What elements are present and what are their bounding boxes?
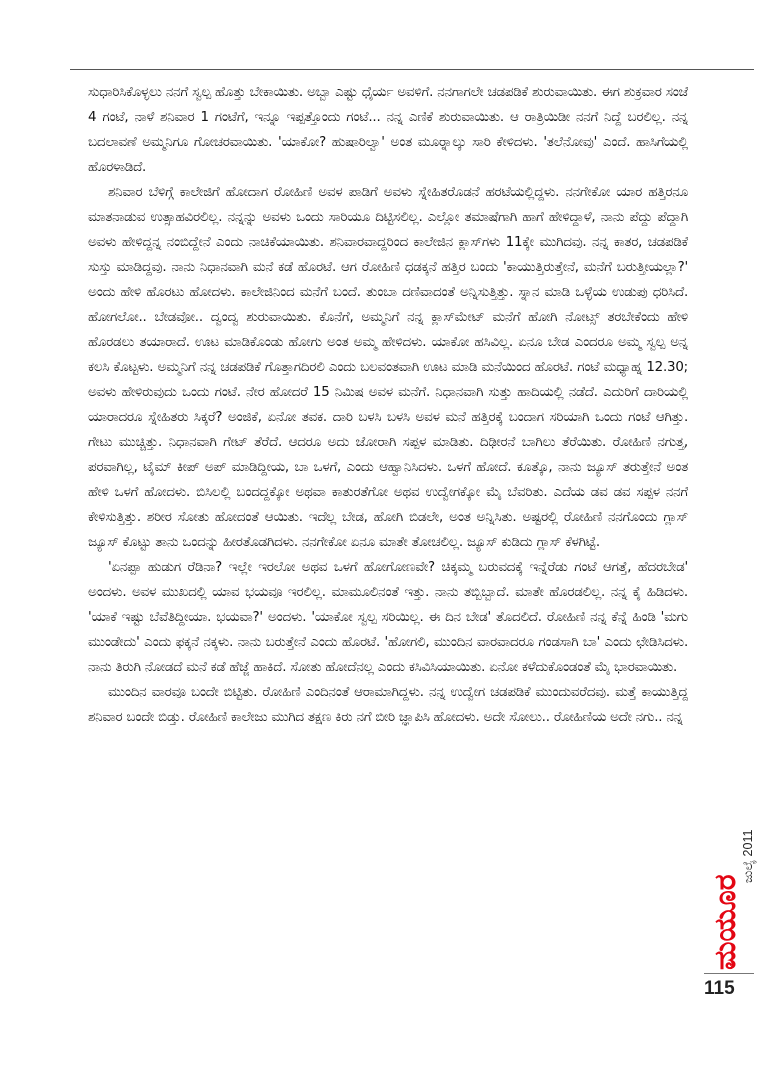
- article-body: [88, 80, 688, 985]
- paragraph-1: ಸುಧಾರಿಸಿಕೊಳ್ಳಲು ನನಗೆ ಸ್ವಲ್ಪ ಹೊತ್ತು ಬೇಕಾಯಿತು. ಅಬ್ಬಾ ಎಷ್ಟು ಧೈರ್ಯ ಅವಳಿಗೆ. ನನಗಾಗಲೇ ಚಡಪಡಿಕೆ ಶುರುವಾಯಿತು. ಈಗ ಶುಕ್ರವಾರ ಸಂಜೆ 4 ಗಂಟೆ, ನಾಳೆ ಶನಿವಾರ 1 ಗಂಟೆಗೆ, ಇನ್ನೂ ಇಪ್ಪತ್ತೊಂದು ಗಂಟೆ... ನನ್ನ ಎಣಿಕೆ ಶುರುವಾಯಿತು. ಆ ರಾತ್ರಿಯಿಡೀ ನನಗೆ ನಿದ್ದೆ ಬರಲಿಲ್ಲ. ನನ್ನ ಬದಲಾವಣೆ ಅಮ್ಮನಿಗೂ ಗೋಚರವಾಯಿತು. 'ಯಾಕೋ? ಹುಷಾರಿಲ್ವಾ' ಅಂತ ಮೂರ‍್ನಾಲ್ಕು ಸಾರಿ ಕೇಳಿದಳು. 'ತಲೆನೋವು' ಎಂದೆ. ಹಾಸಿಗೆಯಲ್ಲಿ ಹೊರಳಾಡಿದೆ.: [88, 85, 688, 175]
- issue-date: ಜುಲೈ 2011: [741, 830, 755, 884]
- paragraph-2: ಶನಿವಾರ ಬೆಳಿಗ್ಗೆ ಕಾಲೇಜಿಗೆ ಹೋದಾಗ ರೋಹಿಣಿ ಅವಳ ಪಾಡಿಗೆ ಅವಳು ಸ್ನೇಹಿತರೊಡನೆ ಹರಟೆಯಲ್ಲಿದ್ದಳು. ನನಗೇಕೋ ಯಾರ ಹತ್ತಿರನೂ ಮಾತನಾಡುವ ಉತ್ಸಾಹವಿರಲಿಲ್ಲ. ನನ್ನನ್ನು ಅವಳು ಒಂದು ಸಾರಿಯೂ ದಿಟ್ಟಿಸಲಿಲ್ಲ. ಎಲ್ಲೋ ತಮಾಷೆಗಾಗಿ ಹಾಗೆ ಹೇಳಿದ್ದಾಳೆ, ನಾನು ಪೆದ್ದು ಪೆದ್ದಾಗಿ ಅವಳು ಹೇಳಿದ್ದನ್ನ ನಂಬಿದ್ದೇನೆ ಎಂದು ನಾಚಿಕೆಯಾಯಿತು. ಶನಿವಾರವಾದ್ದರಿಂದ ಕಾಲೇಜಿನ ಕ್ಲಾಸ್‌ಗಳು 11ಕ್ಕೇ ಮುಗಿದವು. ನನ್ನ ಕಾತರ, ಚಡಪಡಿಕೆ ಸುಸ್ತು ಮಾಡಿದ್ದವು. ನಾನು ನಿಧಾನವಾಗಿ ಮನೆ ಕಡೆ ಹೊರಟೆ. ಆಗ ರೋಹಿಣಿ ಧಡಕ್ಕನೆ ಹತ್ತಿರ ಬಂದು 'ಕಾಯುತ್ತಿರುತ್ತೇನೆ, ಮನೆಗೆ ಬರುತ್ತೀಯಲ್ಲಾ?' ಅಂದು ಹೇಳಿ ಹೊರಟು ಹೋದಳು. ಕಾಲೇಜಿನಿಂದ ಮನೆಗೆ ಬಂದೆ. ತುಂಬಾ ದಣಿವಾದಂತೆ ಅನ್ನಿಸುತ್ತಿತ್ತು. ಸ್ನಾನ ಮಾಡಿ ಒಳ್ಳೆಯ ಉಡುಪು ಧರಿಸಿದೆ. ಹೋಗಲೋ.. ಬೇಡವೋ.. ದ್ವಂದ್ವ ಶುರುವಾಯಿತು. ಕೊನೆಗೆ, ಅಮ್ಮನಿಗೆ ನನ್ನ ಕ್ಲಾಸ್‌ಮೇಟ್ ಮನೆಗೆ ಹೋಗಿ ನೋಟ್ಸ್ ತರಬೇಕೆಂದು ಹೇಳಿ ಹೊರಡಲು ತಯಾರಾದೆ. ಊಟ ಮಾಡಿಕೊಂಡು ಹೋಗು ಅಂತ ಅಮ್ಮ ಹೇಳಿದಳು. ಯಾಕೋ ಹಸಿವಿಲ್ಲ. ಏನೂ ಬೇಡ ಎಂದರೂ ಅಮ್ಮ ಸ್ವಲ್ಪ ಅನ್ನ ಕಲಸಿ ಕೊಟ್ಟಳು. ಅಮ್ಮನಿಗೆ ನನ್ನ ಚಡಪಡಿಕೆ ಗೊತ್ತಾಗದಿರಲಿ ಎಂದು ಬಲವಂತವಾಗಿ ಊಟ ಮಾಡಿ ಮನೆಯಿಂದ ಹೊರಟೆ. ಗಂಟೆ ಮಧ್ಯಾಹ್ನ 12.30; ಅವಳು ಹೇಳಿರುವುದು ಒಂದು ಗಂಟೆ. ನೇರ ಹೋದರೆ 15 ನಿಮಿಷ ಅವಳ ಮನೆಗೆ. ನಿಧಾನವಾಗಿ ಸುತ್ತು ಹಾದಿಯಲ್ಲಿ ನಡೆದೆ. ಎದುರಿಗೆ ದಾರಿಯಲ್ಲಿ ಯಾರಾದರೂ ಸ್ನೇಹಿತರು ಸಿಕ್ಕರೆ? ಅಂಜಿಕೆ, ಏನೋ ತವಕ. ದಾರಿ ಬಳಸಿ ಬಳಸಿ ಅವಳ ಮನೆ ಹತ್ತಿರಕ್ಕೆ ಬಂದಾಗ ಸರಿಯಾಗಿ ಒಂದು ಗಂಟೆ ಆಗಿತ್ತು. ಗೇಟು ಮುಚ್ಚಿತ್ತು. ನಿಧಾನವಾಗಿ ಗೇಟ್ ತೆರೆದೆ. ಆದರೂ ಅದು ಜೋರಾಗಿ ಸಪ್ಪಳ ಮಾಡಿತು. ದಿಢೀರನೆ ಬಾಗಿಲು ತೆರೆಯಿತು. ರೋಹಿಣಿ ನಗುತ್ತ, ಪರವಾಗಿಲ್ಲ, ಟೈಮ್ ಕೀಪ್ ಅಪ್ ಮಾಡಿದ್ದೀಯ, ಬಾ ಒಳಗೆ, ಎಂದು ಆಹ್ವಾನಿಸಿದಳು. ಒಳಗೆ ಹೋದೆ. ಕೂತ್ಕೊ, ನಾನು ಜ್ಯೂಸ್ ತರುತ್ತೇನೆ ಅಂತ ಹೇಳಿ ಒಳಗೆ ಹೋದಳು. ಬಿಸಿಲಲ್ಲಿ ಬಂದದ್ದಕ್ಕೋ ಅಥವಾ ಕಾತುರತೆಗೋ ಅಥವ ಉದ್ವೇಗಕ್ಕೋ ಮೈ ಬೆವರಿತು. ಎದೆಯ ಡವ ಡವ ಸಪ್ಪಳ ನನಗೆ ಕೇಳಿಸುತ್ತಿತ್ತು. ಶರೀರ ಸೋತು ಹೋದಂತೆ ಆಯಿತು. ಇದೆಲ್ಲ ಬೇಡ, ಹೋಗಿ ಬಿಡಲೇ, ಅಂತ ಅನ್ನಿಸಿತು. ಅಷ್ಟರಲ್ಲಿ ರೋಹಿಣಿ ನನಗೊಂದು ಗ್ಲಾಸ್ ಜ್ಯೂಸ್ ಕೊಟ್ಟು ತಾನು ಒಂದನ್ನು ಹೀರತೊಡಗಿದಳು. ನನಗೇಕೋ ಏನೂ ಮಾತೇ ತೋಚಲಿಲ್ಲ. ಜ್ಯೂಸ್ ಕುಡಿದು ಗ್ಲಾಸ್ ಕೆಳಗಿಟ್ಟೆ.: [88, 185, 688, 550]
- page-number: 115: [704, 978, 735, 999]
- sidebar-masthead: [704, 830, 760, 990]
- top-rule: [70, 69, 754, 70]
- magazine-logo: ಮಯೂರ: [708, 874, 743, 971]
- paragraph-3: 'ಏನಪ್ಪಾ ಹುಡುಗ ರೆಡಿನಾ? ಇಲ್ಲೇ ಇರಲೋ ಅಥವ ಒಳಗೆ ಹೋಗೋಣವೇ? ಚಿಕ್ಕಮ್ಮ ಬರುವದಕ್ಕೆ ಇನ್ನೆರೆಡು ಗಂಟೆ ಆಗತ್ತೆ, ಹೆದರಬೇಡ' ಅಂದಳು. ಅವಳ ಮುಖದಲ್ಲಿ ಯಾವ ಭಯವೂ ಇರಲಿಲ್ಲ. ಮಾಮೂಲಿನಂತೆ ಇತ್ತು. ನಾನು ತಬ್ಬಿಬ್ಬಾದೆ. ಮಾತೇ ಹೊರಡಲಿಲ್ಲ. ನನ್ನ ಕೈ ಹಿಡಿದಳು. 'ಯಾಕೆ ಇಷ್ಟು ಬೆವೆತಿದ್ದೀಯಾ. ಭಯವಾ?' ಅಂದಳು. 'ಯಾಕೋ ಸ್ವಲ್ಪ ಸರಿಯಿಲ್ಲ. ಈ ದಿನ ಬೇಡ' ತೊದಲಿದೆ. ರೋಹಿಣಿ ನನ್ನ ಕೆನ್ನೆ ಹಿಂಡಿ 'ಮಗು ಮುಂಡೇದು' ಎಂದು ಫಕ್ಕನೆ ನಕ್ಕಳು. ನಾನು ಬರುತ್ತೇನೆ ಎಂದು ಹೊರಟೆ. 'ಹೋಗಲಿ, ಮುಂದಿನ ವಾರವಾದರೂ ಗಂಡಸಾಗಿ ಬಾ' ಎಂದು ಛೇಡಿಸಿದಳು. ನಾನು ತಿರುಗಿ ನೋಡದೆ ಮನೆ ಕಡೆ ಹೆಜ್ಜೆ ಹಾಕಿದೆ. ಸೋತು ಹೋದೆನಲ್ಲ ಎಂದು ಕಸಿವಿಸಿಯಾಯಿತು. ಏನೋ ಕಳೆದುಕೊಂಡಂತೆ ಮೈ ಭಾರವಾಯಿತು.: [88, 560, 688, 675]
- page-number-rule: [704, 973, 754, 974]
- paragraph-4: ಮುಂದಿನ ವಾರವೂ ಬಂದೇ ಬಿಟ್ಟಿತು. ರೋಹಿಣಿ ಎಂದಿನಂತೆ ಆರಾಮಾಗಿದ್ದಳು. ನನ್ನ ಉದ್ವೇಗ ಚಡಪಡಿಕೆ ಮುಂದುವರೆದವು. ಮತ್ತೆ ಕಾಯುತ್ತಿದ್ದ ಶನಿವಾರ ಬಂದೇ ಬಿಡ್ತು. ರೋಹಿಣಿ ಕಾಲೇಜು ಮುಗಿದ ತಕ್ಷಣ ಕಿರು ನಗೆ ಬೀರಿ ಜ್ಞಾಪಿಸಿ ಹೋದಳು. ಅದೇ ಸೋಲು.. ರೋಹಿಣಿಯ ಅದೇ ನಗು.. ನನ್ನ: [88, 685, 688, 725]
